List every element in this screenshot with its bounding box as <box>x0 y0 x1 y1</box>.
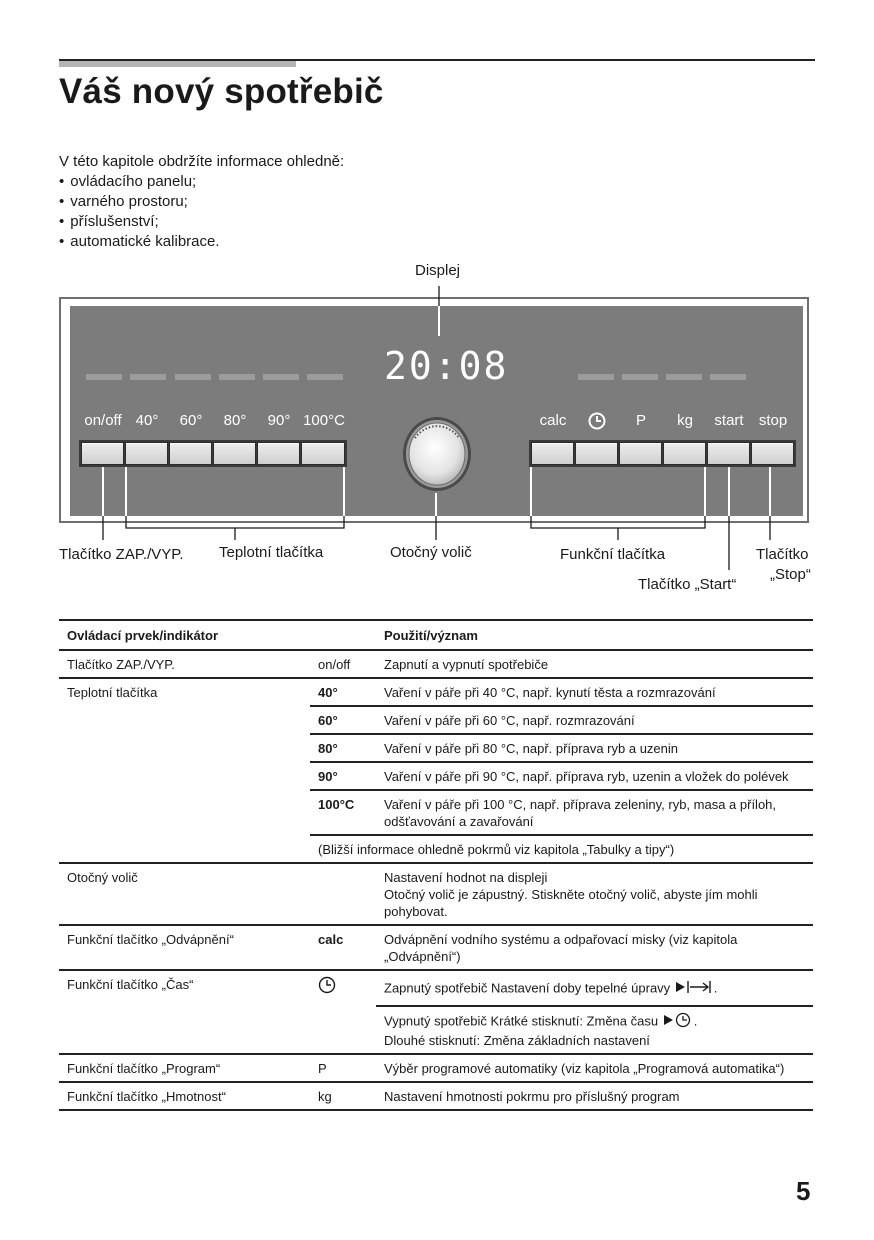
clock-icon <box>575 410 619 432</box>
page-number: 5 <box>796 1176 811 1206</box>
callout-start: Tlačítko „Start“ <box>638 576 737 593</box>
row-desc <box>376 863 813 925</box>
temp-40-button[interactable] <box>125 442 168 465</box>
indicator-dash <box>666 374 702 380</box>
temp-80-button[interactable] <box>213 442 256 465</box>
controls-table <box>59 619 813 1111</box>
indicator-dash <box>86 374 122 380</box>
callout-display: Displej <box>415 262 461 279</box>
row-element: Funkční tlačítko „Čas“ <box>67 977 194 992</box>
intro-list <box>59 172 344 252</box>
rotary-knob[interactable] <box>401 412 473 492</box>
callout-knob: Otočný volič <box>390 544 472 561</box>
button-label-calc: calc <box>539 412 567 429</box>
row-element: Tlačítko ZAP./VYP. <box>67 657 175 672</box>
row-key: calc <box>318 932 344 947</box>
row-key <box>310 863 376 925</box>
row-element: Teplotní tlačítka <box>67 685 158 700</box>
row-desc: Nastavení hmotnosti pokrmu pro příslušný program <box>384 1089 680 1104</box>
callout-function: Funkční tlačítka <box>560 546 666 563</box>
row-element: Otočný volič <box>67 870 138 885</box>
row-key: kg <box>318 1089 332 1104</box>
intro-item: • příslušenství; <box>59 212 344 232</box>
table-row <box>59 678 813 706</box>
cooking-time-icon <box>674 979 714 999</box>
callout-temperature: Teplotní tlačítka <box>219 544 324 561</box>
row-desc-line: Nastavení hodnot na displeji <box>384 870 548 885</box>
callout-stop-line1: Tlačítko <box>756 546 809 563</box>
clock-icon <box>318 976 336 998</box>
row-element: Funkční tlačítko „Odvápnění“ <box>67 932 234 947</box>
clock-display: 20:08 <box>384 344 509 388</box>
callout-onoff: Tlačítko ZAP./VYP. <box>59 546 184 563</box>
button-label-program: P <box>635 412 646 429</box>
table-header: Ovládací prvek/indikátor <box>67 628 219 643</box>
button-label-stop: stop <box>758 412 788 429</box>
temp-60-button[interactable] <box>169 442 212 465</box>
indicator-dash <box>622 374 658 380</box>
table-header: Použití/význam <box>384 628 478 643</box>
table-row <box>59 970 813 1006</box>
table-header-row <box>59 620 813 650</box>
indicator-dash <box>263 374 299 380</box>
calc-button[interactable] <box>531 442 574 465</box>
row-key: 100°C <box>310 790 376 835</box>
indicator-dash <box>130 374 166 380</box>
table-row <box>59 863 813 925</box>
row-key <box>310 970 376 1054</box>
row-desc-line: Dlouhé stisknutí: Změna základních nastavení <box>384 1033 650 1048</box>
row-key: 60° <box>310 706 376 734</box>
table-header <box>310 620 376 650</box>
intro-text: V této kapitole obdržíte informace ohledně: <box>59 153 345 170</box>
row-desc: Vaření v páře při 40 °C, např. kynutí těsta a rozmrazování <box>384 685 716 700</box>
intro-item: • varného prostoru; <box>59 192 344 212</box>
time-button[interactable] <box>575 442 618 465</box>
intro-block <box>59 152 344 252</box>
row-desc: Vaření v páře při 80 °C, např. příprava ryb a uzenin <box>376 734 813 762</box>
start-button[interactable] <box>707 442 750 465</box>
row-desc: Výběr programové automatiky (viz kapitola „Programová automatika“) <box>384 1061 785 1076</box>
row-desc-line: Vypnutý spotřebič Krátké stisknutí: Změna času . <box>384 1012 805 1032</box>
row-desc: Odvápnění vodního systému a odpařovací misky (viz kapitola „Odvápnění“) <box>384 932 738 964</box>
intro-item: • ovládacího panelu; <box>59 172 344 192</box>
row-key: 90° <box>310 762 376 790</box>
row-key: on/off <box>318 657 351 672</box>
button-label-onoff: on/off <box>84 412 122 429</box>
onoff-button[interactable] <box>81 442 124 465</box>
top-rule-accent <box>59 61 296 67</box>
row-element: Funkční tlačítko „Hmotnost“ <box>67 1089 226 1104</box>
row-desc: Vaření v páře při 100 °C, např. příprava zeleniny, ryb, masa a příloh, odšťavování a zavařování <box>376 790 813 835</box>
callout-stop-line2: „Stop“ <box>770 566 811 583</box>
indicator-dash <box>710 374 746 380</box>
row-element: Funkční tlačítko „Program“ <box>67 1061 221 1076</box>
row-desc <box>376 1006 813 1054</box>
indicator-dash <box>307 374 343 380</box>
weight-button[interactable] <box>663 442 706 465</box>
button-label-weight: kg <box>677 412 693 429</box>
table-row <box>59 1054 813 1082</box>
row-desc: Zapnutí a vypnutí spotřebiče <box>384 657 549 672</box>
table-row <box>59 650 813 678</box>
row-key: P <box>318 1061 327 1076</box>
row-key: 80° <box>310 734 376 762</box>
row-desc-text: Zapnutý spotřebič Nastavení doby tepelné úpravy <box>384 980 671 996</box>
button-label-100: 100°C <box>303 412 345 429</box>
table-row <box>59 1082 813 1110</box>
clock-play-icon <box>662 1012 694 1032</box>
program-button[interactable] <box>619 442 662 465</box>
row-desc: Vaření v páře při 90 °C, např. příprava ryb, uzenin a vložek do polévek <box>376 762 813 790</box>
temp-90-button[interactable] <box>257 442 300 465</box>
temp-100-button[interactable] <box>301 442 345 465</box>
row-desc: Zapnutý spotřebič Nastavení doby tepelné úpravy . <box>376 970 813 1006</box>
button-label-90: 90° <box>267 412 291 429</box>
button-label-start: start <box>714 412 744 429</box>
row-desc: Vaření v páře při 60 °C, např. rozmrazování <box>376 706 813 734</box>
row-note: (Bližší informace ohledně pokrmů viz kapitola „Tabulky a tipy“) <box>310 835 813 863</box>
button-label-80: 80° <box>223 412 247 429</box>
stop-button[interactable] <box>751 442 794 465</box>
indicator-dash <box>175 374 211 380</box>
row-key: 40° <box>318 685 338 700</box>
page-title: Váš nový spotřebič <box>59 72 384 111</box>
button-label-60: 60° <box>179 412 203 429</box>
intro-item: • automatické kalibrace. <box>59 232 344 252</box>
row-desc-text: Vypnutý spotřebič Krátké stisknutí: Změna času <box>384 1013 659 1029</box>
indicator-dash <box>578 374 614 380</box>
table-row <box>59 925 813 970</box>
button-label-40: 40° <box>135 412 159 429</box>
row-desc-line: Otočný volič je zápustný. Stiskněte otočný volič, abyste jím mohli pohybovat. <box>384 887 758 919</box>
indicator-dash <box>219 374 255 380</box>
